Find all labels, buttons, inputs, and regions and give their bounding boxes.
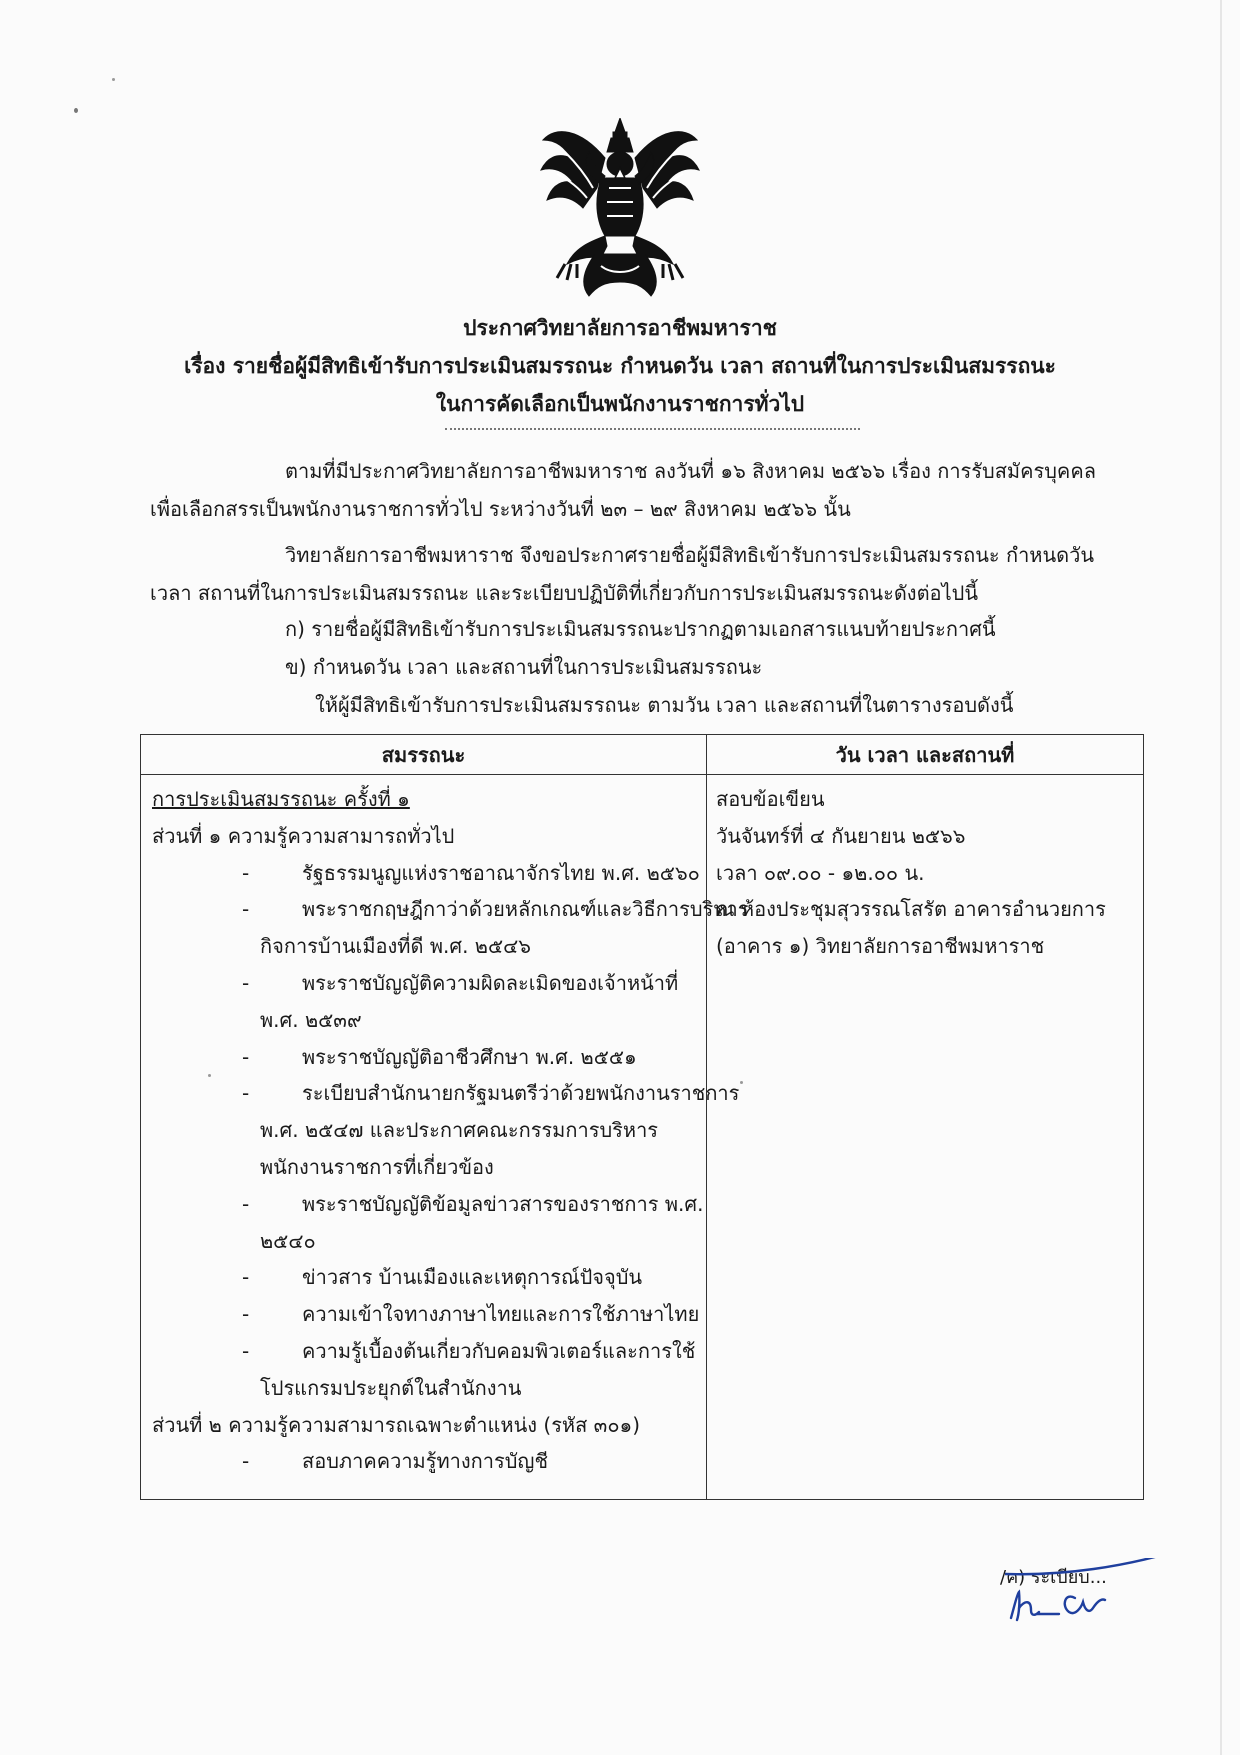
schedule-line: เวลา ๐๙.๐๐ - ๑๒.๐๐ น. (716, 860, 925, 885)
list-item (152, 1443, 705, 1480)
list-item (152, 1370, 705, 1407)
list-item-text: ความรู้เบื้องต้นเกี่ยวกับคอมพิวเตอร์และการใช้ (302, 1338, 696, 1363)
bullet-dash: - (242, 860, 250, 885)
list-item-text: กิจการบ้านเมืองที่ดี พ.ศ. ๒๕๔๖ (260, 934, 531, 959)
header-competency: สมรรถนะ (141, 735, 707, 775)
part-2-list (152, 1443, 705, 1480)
list-item (152, 928, 705, 965)
handwritten-signature (1005, 1558, 1185, 1630)
competency-cell (141, 775, 749, 1500)
page-edge (1220, 0, 1222, 1755)
list-item (152, 1259, 705, 1296)
list-item-text: ข่าวสาร บ้านเมืองและเหตุการณ์ปัจจุบัน (302, 1265, 643, 1290)
schedule-table (140, 734, 1144, 1500)
list-item-text: ๒๕๔๐ (260, 1228, 316, 1253)
list-item-text: รัฐธรรมนูญแห่งราชอาณาจักรไทย พ.ศ. ๒๕๖๐ (302, 860, 700, 885)
list-item-text: ความเข้าใจทางภาษาไทยและการใช้ภาษาไทย (302, 1302, 700, 1327)
table-header-row (141, 735, 1144, 775)
round-title: การประเมินสมรรถนะ ครั้งที่ ๑ (152, 787, 410, 811)
list-item (152, 1223, 705, 1260)
list-item (152, 891, 749, 928)
item-b-detail: ให้ผู้มีสิทธิเข้ารับการประเมินสมรรถนะ ตามวัน เวลา และสถานที่ในตารางรอบดังนี้ (315, 693, 1014, 717)
garuda-emblem-icon (535, 118, 705, 300)
list-item (152, 1075, 740, 1112)
list-item-text: พ.ศ. ๒๕๓๙ (260, 1007, 362, 1032)
schedule-list (716, 781, 1142, 965)
list-item (152, 1039, 705, 1076)
list-item (152, 1149, 705, 1186)
part-1-title: ส่วนที่ ๑ ความรู้ความสามารถทั่วไป (152, 823, 455, 848)
list-item (152, 1186, 705, 1223)
announcement-title: ประกาศวิทยาลัยการอาชีพมหาราช (463, 316, 777, 340)
part-2-title: ส่วนที่ ๒ ความรู้ความสามารถเฉพาะตำแหน่ง (รหัส ๓๐๑) (152, 1412, 641, 1437)
list-item-text: พระราชบัญญัติอาชีวศึกษา พ.ศ. ๒๕๕๑ (302, 1044, 637, 1069)
announcement-subject-cont: ในการคัดเลือกเป็นพนักงานราชการทั่วไป (435, 392, 805, 416)
list-item (152, 1333, 705, 1370)
list-item-text: พนักงานราชการที่เกี่ยวข้อง (260, 1154, 494, 1179)
next-page-marker: /ค) ระเบียบ... (1000, 1567, 1107, 1588)
list-item-text: โปรแกรมประยุกต์ในสำนักงาน (260, 1375, 522, 1400)
schedule-line: ณ ห้องประชุมสุวรรณโสรัต อาคารอำนวยการ (716, 897, 1106, 922)
schedule-line: สอบข้อเขียน (716, 787, 825, 811)
paragraph-2 (150, 536, 1120, 612)
header-date-time-place: วัน เวลา และสถานที่ (707, 735, 1144, 775)
schedule-line: (อาคาร ๑) วิทยาลัยการอาชีพมหาราช (716, 934, 1045, 959)
bullet-dash: - (242, 970, 250, 995)
schedule-line: วันจันทร์ที่ ๔ กันยายน ๒๕๖๖ (716, 823, 966, 848)
paragraph-2-line-2: เวลา สถานที่ในการประเมินสมรรถนะ และระเบียบปฏิบัติที่เกี่ยวกับการประเมินสมรรถนะดังต่อไปนี้ (150, 581, 978, 605)
paragraph-1-line-2: เพื่อเลือกสรรเป็นพนักงานราชการทั่วไป ระหว่างวันที่ ๒๓ – ๒๙ สิงหาคม ๒๕๖๖ นั้น (150, 497, 851, 521)
schedule-cell (707, 775, 1144, 1500)
bullet-dash: - (242, 1338, 250, 1363)
dotted-separator (445, 428, 860, 430)
item-b: ข) กำหนดวัน เวลา และสถานที่ในการประเมินสมรรถนะ (285, 655, 763, 679)
paragraph-1-line-1: ตามที่มีประกาศวิทยาลัยการอาชีพมหาราช ลงวันที่ ๑๖ สิงหาคม ๒๕๖๖ เรื่อง การรับสมัครบุคคล (285, 459, 1096, 483)
table-row (141, 775, 1144, 1500)
bullet-dash: - (242, 897, 250, 922)
bullet-dash: - (242, 1302, 250, 1327)
bullet-dash: - (242, 1265, 250, 1290)
list-item (152, 965, 705, 1002)
list-item (152, 1296, 705, 1333)
list-item-text: ระเบียบสำนักนายกรัฐมนตรีว่าด้วยพนักงานราชการ (302, 1081, 740, 1106)
list-item (152, 855, 705, 892)
list-item-text: พ.ศ. ๒๕๔๗ และประกาศคณะกรรมการบริหาร (260, 1118, 659, 1143)
bullet-dash: - (242, 1449, 250, 1474)
paragraph-1 (150, 452, 1120, 528)
list-item (152, 1112, 705, 1149)
paragraph-2-line-1: วิทยาลัยการอาชีพมหาราช จึงขอประกาศรายชื่อผู้มีสิทธิเข้ารับการประเมินสมรรถนะ กำหนดวัน (285, 543, 1095, 567)
list-item-text: พระราชบัญญัติความผิดละเมิดของเจ้าหน้าที่ (302, 970, 679, 995)
list-item-text: พระราชกฤษฎีกาว่าด้วยหลักเกณฑ์และวิธีการบริหาร (302, 897, 749, 922)
announcement-subject: เรื่อง รายชื่อผู้มีสิทธิเข้ารับการประเมินสมรรถนะ กำหนดวัน เวลา สถานที่ในการประเมินสมรรถนะ (184, 354, 1056, 378)
part-1-list (152, 855, 749, 1407)
list-item-text: สอบภาคความรู้ทางการบัญชี (302, 1449, 549, 1474)
list-item (152, 1002, 705, 1039)
bullet-dash: - (242, 1081, 250, 1106)
bullet-dash: - (242, 1191, 250, 1216)
item-a: ก) รายชื่อผู้มีสิทธิเข้ารับการประเมินสมรรถนะปรากฏตามเอกสารแนบท้ายประกาศนี้ (285, 617, 996, 641)
bullet-dash: - (242, 1044, 250, 1069)
list-item-text: พระราชบัญญัติข้อมูลข่าวสารของราชการ พ.ศ. (302, 1191, 704, 1216)
